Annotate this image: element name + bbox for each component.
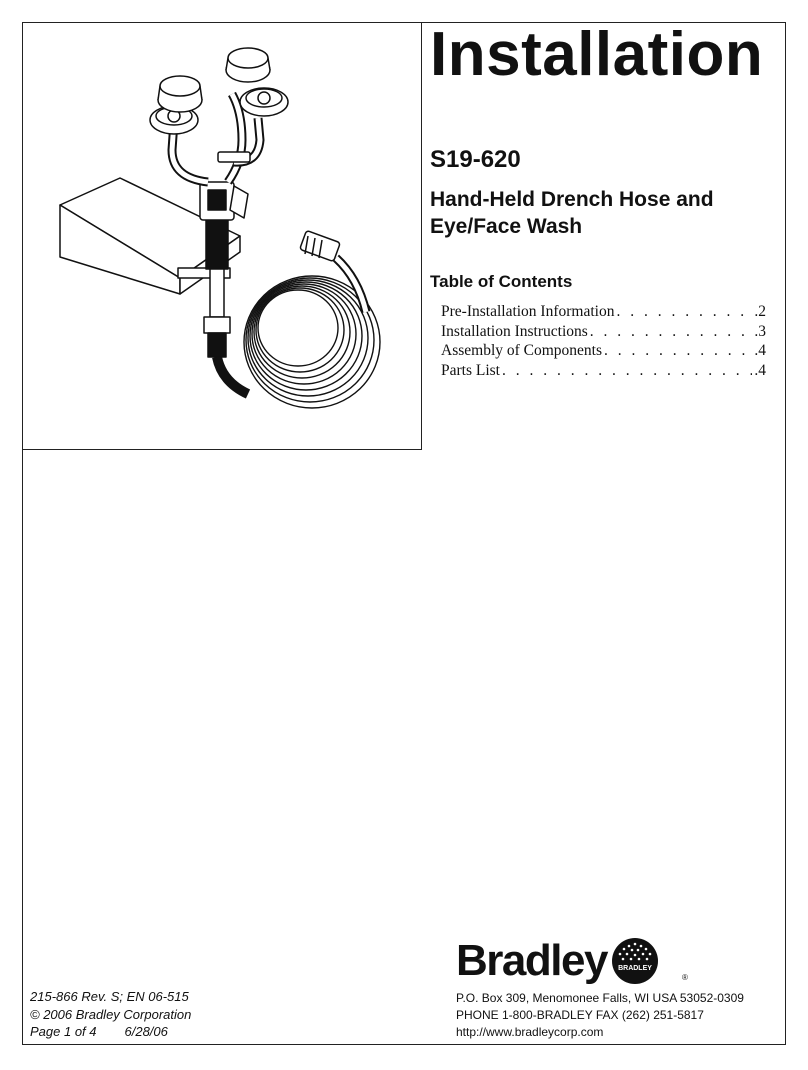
product-name: Hand-Held Drench Hose and Eye/Face Wash — [430, 188, 714, 238]
toc-entry[interactable] — [441, 342, 766, 362]
company-website-link[interactable]: http://www.bradleycorp.com — [456, 1025, 604, 1039]
toc-leader — [502, 362, 752, 380]
toc-leader — [604, 342, 752, 360]
toc-entry[interactable] — [441, 303, 766, 323]
registered-mark: ® — [682, 973, 688, 982]
document-footer — [30, 988, 191, 1041]
copyright-notice: © 2006 Bradley Corporation — [30, 1006, 192, 1022]
page-title: Installation — [430, 20, 764, 89]
toc-entry-label: Installation Instructions — [441, 322, 588, 340]
bradley-globe-icon — [611, 937, 659, 985]
toc-leader — [616, 303, 752, 321]
model-number: S19-620 — [430, 146, 521, 173]
toc-entry-label: Pre-Installation Information — [441, 303, 615, 320]
toc-entry-page: .3 — [754, 322, 766, 340]
document-number: 215-866 Rev. S; EN 06-515 — [30, 989, 189, 1004]
page-info — [30, 1023, 191, 1041]
toc-heading: Table of Contents — [430, 272, 573, 291]
toc-entry-label: Assembly of Components — [441, 342, 603, 359]
toc-entry-page: .2 — [754, 303, 766, 320]
logo-text: BRADLEY — [618, 965, 652, 972]
toc-entry[interactable] — [441, 323, 766, 343]
toc-entry-page: .4 — [754, 342, 766, 359]
toc-leader — [590, 323, 753, 341]
page-number: Page 1 of 4 — [30, 1024, 97, 1039]
company-address: P.O. Box 309, Menomonee Falls, WI USA 53052-0309 — [456, 991, 744, 1005]
company-phone-fax: PHONE 1-800-BRADLEY FAX (262) 251-5817 — [456, 1008, 704, 1022]
table-of-contents — [441, 303, 766, 381]
company-contact — [456, 990, 744, 1041]
product-illustration — [22, 22, 422, 450]
drench-hose-eye-face-wash-illustration — [22, 22, 422, 450]
toc-entry-page: .4 — [754, 361, 766, 379]
brand-wordmark: Bradley — [456, 936, 607, 985]
toc-entry[interactable] — [441, 362, 766, 382]
document-date: 6/28/06 — [124, 1024, 168, 1039]
bradley-logo — [456, 936, 688, 985]
toc-entry-label: Parts List — [441, 361, 500, 379]
